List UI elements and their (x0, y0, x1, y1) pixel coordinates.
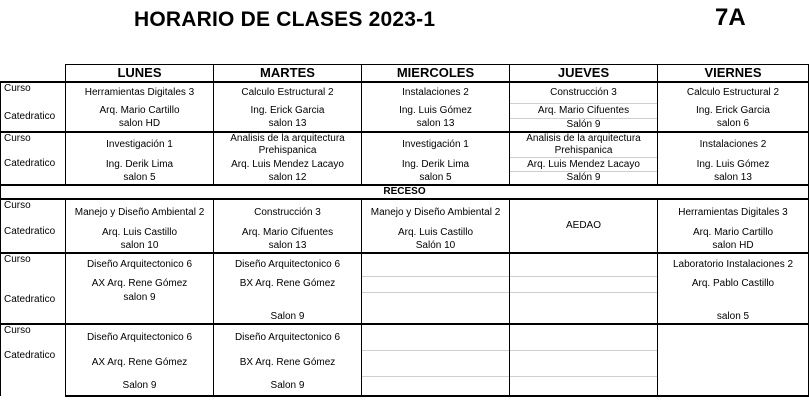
course-label: Curso (1, 199, 66, 226)
day-monday: LUNES (66, 65, 214, 83)
block3-thu-course: AEDAO (510, 199, 658, 253)
block1-tue-teacher: Ing. Erick Garcia (214, 103, 362, 118)
block4-fri-room: salon 5 (658, 292, 809, 324)
block3-wed-room: Salón 10 (362, 240, 510, 253)
block4-course-row (1, 253, 809, 276)
block2-thu-teacher: Arq. Luis Mendez Lacayo (510, 158, 658, 172)
block3-wed-course: Manejo y Diseño Ambiental 2 (362, 199, 510, 226)
block1-thu-course: Construcción 3 (510, 82, 658, 103)
block3-teacher-row (1, 226, 809, 240)
header-corner (1, 65, 66, 83)
teacher-label: Catedratico (1, 103, 66, 132)
block4-thu-teacher (510, 276, 658, 292)
block4-tue-room: Salon 9 (214, 292, 362, 324)
block4-tue-teacher: BX Arq. Rene Gómez (214, 276, 362, 292)
block3-room-row (1, 240, 809, 253)
block2-thu-course-line2: Prehispanica (554, 144, 613, 156)
block4-teacher-row (1, 276, 809, 292)
block1-mon-course: Herramientas Digitales 3 (66, 82, 214, 103)
block5-wed-room (362, 376, 510, 396)
block5-fri-teacher (658, 350, 809, 376)
block3-mon-teacher: Arq. Luis Castillo (66, 226, 214, 240)
block5-tue-course: Diseño Arquitectonico 6 (214, 324, 362, 350)
block1-wed-room: salon 13 (362, 118, 510, 132)
block1-thu-teacher: Arq. Mario Cifuentes (510, 103, 658, 118)
block4-fri-teacher: Arq. Pablo Castillo (658, 276, 809, 292)
schedule-title: HORARIO DE CLASES 2023-1 (134, 8, 436, 31)
block3-mon-room: salon 10 (66, 240, 214, 253)
block3-fri-teacher: Arq. Mario Cartillo (658, 226, 809, 240)
course-label: Curso (1, 82, 66, 103)
block4-wed-course (362, 253, 510, 276)
course-label: Curso (1, 132, 66, 158)
block3-tue-teacher: Arq. Mario Cifuentes (214, 226, 362, 240)
day-header-row (1, 65, 809, 83)
block4-room-row (1, 292, 809, 324)
course-label: Curso (1, 253, 66, 276)
block2-tue-room: salon 12 (214, 172, 362, 186)
block2-tue-teacher: Arq. Luis Mendez Lacayo (214, 158, 362, 172)
block5-course-row (1, 324, 809, 350)
course-label: Curso (1, 324, 66, 350)
block5-wed-teacher (362, 350, 510, 376)
block3-fri-room: salon HD (658, 240, 809, 253)
teacher-label: Catedratico (1, 226, 66, 253)
block2-teacher-row (1, 158, 809, 172)
block1-mon-room: salon HD (66, 118, 214, 132)
block2-wed-room: salon 5 (362, 172, 510, 186)
day-tuesday: MARTES (214, 65, 362, 83)
group-code: 7A (715, 4, 746, 31)
day-thursday: JUEVES (510, 65, 658, 83)
block4-mon-teacher: AX Arq. Rene Gómez (66, 276, 214, 292)
block5-thu-teacher (510, 350, 658, 376)
block5-tue-room: Salon 9 (214, 376, 362, 396)
day-wednesday: MIERCOLES (362, 65, 510, 83)
block5-fri-room (658, 376, 809, 396)
recess-row (1, 185, 809, 199)
block2-course-row (1, 132, 809, 158)
block4-mon-room: salon 9 (66, 292, 214, 324)
block5-fri-course (658, 324, 809, 350)
schedule-table (0, 64, 809, 397)
block3-tue-room: salon 13 (214, 240, 362, 253)
block1-course-row (1, 82, 809, 103)
block3-tue-course: Construcción 3 (214, 199, 362, 226)
block5-thu-course (510, 324, 658, 350)
day-friday: VIERNES (658, 65, 809, 83)
block2-room-row (1, 172, 809, 186)
block1-room-row (1, 118, 809, 132)
block5-room-row (1, 376, 809, 396)
block1-fri-room: salon 6 (658, 118, 809, 132)
teacher-label: Catedratico (1, 158, 66, 186)
block1-fri-teacher: Ing. Erick Garcia (658, 103, 809, 118)
block5-mon-room: Salon 9 (66, 376, 214, 396)
block1-thu-room: Salón 9 (510, 118, 658, 132)
block3-wed-teacher: Arq. Luis Castillo (362, 226, 510, 240)
block5-mon-course: Diseño Arquitectonico 6 (66, 324, 214, 350)
block3-mon-course: Manejo y Diseño Ambiental 2 (66, 199, 214, 226)
block1-tue-room: salon 13 (214, 118, 362, 132)
block2-tue-course (214, 132, 362, 158)
block2-mon-teacher: Ing. Derik Lima (66, 158, 214, 172)
block1-teacher-row (1, 103, 809, 118)
block5-thu-room (510, 376, 658, 396)
block1-mon-teacher: Arq. Mario Cartillo (66, 103, 214, 118)
teacher-label: Catedratico (1, 276, 66, 324)
block1-fri-course: Calculo Estructural 2 (658, 82, 809, 103)
block3-fri-course: Herramientas Digitales 3 (658, 199, 809, 226)
recess-banner: RECESO (1, 185, 809, 199)
block2-thu-room: Salón 9 (510, 172, 658, 186)
block2-fri-teacher: Ing. Luis Gómez (658, 158, 809, 172)
block2-mon-room: salon 5 (66, 172, 214, 186)
block2-thu-course-line1: Analisis de la arquitectura (526, 132, 641, 144)
block5-wed-course (362, 324, 510, 350)
block4-thu-room (510, 292, 658, 324)
block2-fri-course: Instalaciones 2 (658, 132, 809, 158)
block2-tue-course-line2: Prehispanica (258, 145, 317, 156)
block5-teacher-row (1, 350, 809, 376)
block4-fri-course: Laboratorio Instalaciones 2 (658, 253, 809, 276)
block1-wed-teacher: Ing. Luis Gómez (362, 103, 510, 118)
block3-course-row (1, 199, 809, 226)
teacher-label: Catedratico (1, 350, 66, 396)
block4-thu-course (510, 253, 658, 276)
block1-wed-course: Instalaciones 2 (362, 82, 510, 103)
block2-fri-room: salon 13 (658, 172, 809, 186)
block5-tue-teacher: BX Arq. Rene Gómez (214, 350, 362, 376)
block4-tue-course: Diseño Arquitectonico 6 (214, 253, 362, 276)
block4-wed-room (362, 292, 510, 324)
block2-wed-teacher: Ing. Derik Lima (362, 158, 510, 172)
block4-mon-course: Diseño Arquitectonico 6 (66, 253, 214, 276)
block5-mon-teacher: AX Arq. Rene Gómez (66, 350, 214, 376)
block2-thu-course (510, 132, 658, 158)
block2-wed-course: Investigación 1 (362, 132, 510, 158)
block2-tue-course-line1: Analisis de la arquitectura (230, 133, 345, 144)
block2-mon-course: Investigación 1 (66, 132, 214, 158)
block4-wed-teacher (362, 276, 510, 292)
block1-tue-course: Calculo Estructural 2 (214, 82, 362, 103)
